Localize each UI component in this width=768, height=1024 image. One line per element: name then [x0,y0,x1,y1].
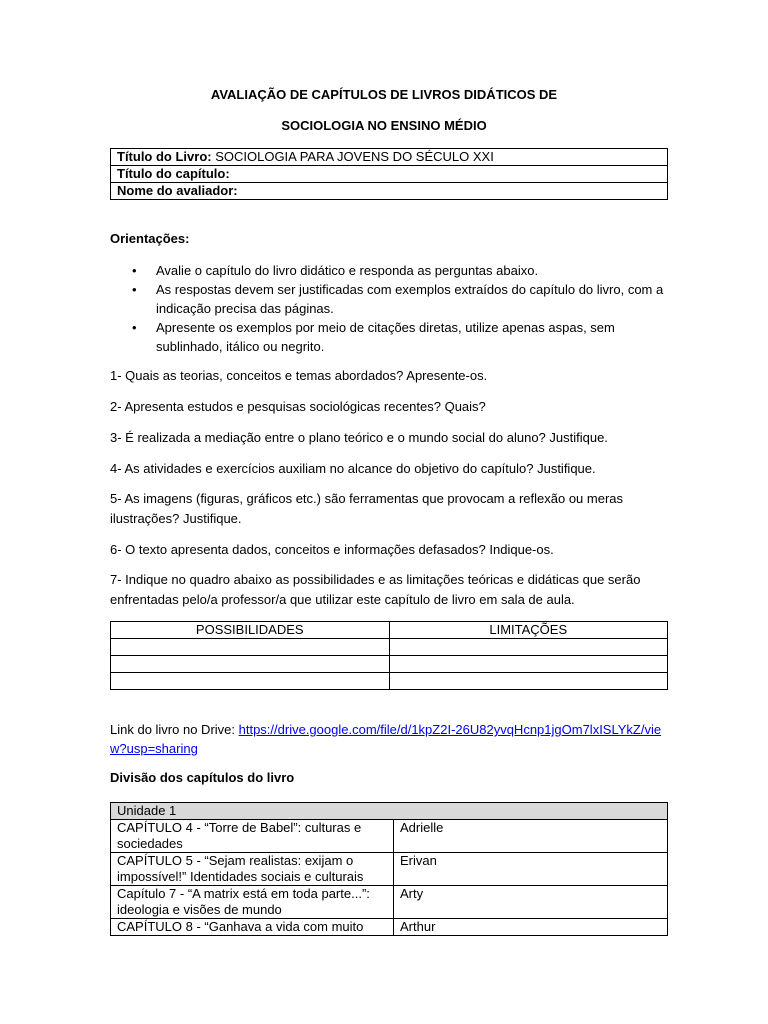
person-cell: Erivan [394,853,668,886]
unit-label: Unidade 1 [111,803,668,820]
chapter-division-table [110,802,668,936]
possibilities-cell[interactable] [111,639,390,656]
question-1: 1- Quais as teorias, conceitos e temas abordados? Apresente-os. [110,368,488,383]
book-info-table [110,148,668,200]
bullet-icon: • [132,263,137,278]
bullet-icon: • [132,320,137,335]
limitations-header: LIMITAÇÕES [389,622,668,639]
drive-link-prefix: Link do livro no Drive: [110,722,239,737]
chapter-cell: CAPÍTULO 5 - “Sejam realistas: exijam o impossível!” Identidades sociais e culturais [111,853,394,886]
table-header-row [111,622,668,639]
table-row [111,886,668,919]
division-heading: Divisão dos capítulos do livro [110,770,295,785]
table-row [111,656,668,673]
possibilities-header: POSSIBILIDADES [111,622,390,639]
possibilities-cell[interactable] [111,656,390,673]
possibilities-limitations-table [110,621,668,690]
table-row [111,183,668,200]
person-cell: Arty [394,886,668,919]
question-3: 3- É realizada a mediação entre o plano teórico e o mundo social do aluno? Justifique. [110,430,608,445]
table-row [111,639,668,656]
chapter-cell: CAPÍTULO 4 - “Torre de Babel”: culturas e sociedades [111,820,394,853]
question-2: 2- Apresenta estudos e pesquisas sociológicas recentes? Quais? [110,399,486,414]
question-7: 7- Indique no quadro abaixo as possibilidades e as limitações teóricas e didáticas que serão enfrentadas pelo/a professor/a que utilizar este capítulo de livro em sala de aula. [110,572,641,607]
person-cell: Arthur [394,919,668,936]
table-row [111,820,668,853]
drive-link-line [110,720,670,758]
orientations-heading: Orientações: [110,231,190,246]
unit-header-row [111,803,668,820]
orientations-list [110,261,670,356]
list-item: • Apresente os exemplos por meio de citações diretas, utilize apenas aspas, sem sublinhado, itálico ou negrito. [132,320,615,354]
evaluator-name-label: Nome do avaliador: [111,183,668,200]
list-item: • As respostas devem ser justificadas com exemplos extraídos do capítulo do livro, com a indicação precisa das páginas. [132,282,664,316]
book-title-value: SOCIOLOGIA PARA JOVENS DO SÉCULO XXI [211,149,494,164]
bullet-icon: • [132,282,137,297]
chapter-title-label: Título do capítulo: [111,166,668,183]
table-row [111,166,668,183]
document-title-line-2: SOCIOLOGIA NO ENSINO MÉDIO [281,118,487,133]
table-row [111,673,668,690]
question-6: 6- O texto apresenta dados, conceitos e informações defasados? Indique-os. [110,542,554,557]
limitations-cell[interactable] [389,673,668,690]
question-5: 5- As imagens (figuras, gráficos etc.) são ferramentas que provocam a reflexão ou meras ilustrações? Justifique. [110,491,624,526]
question-4: 4- As atividades e exercícios auxiliam no alcance do objetivo do capítulo? Justifique. [110,461,596,476]
chapter-cell: Capítulo 7 - “A matrix está em toda parte...”: ideologia e visões de mundo [111,886,394,919]
chapter-cell: CAPÍTULO 8 - “Ganhava a vida com muito [111,919,394,936]
person-cell: Adrielle [394,820,668,853]
limitations-cell[interactable] [389,639,668,656]
limitations-cell[interactable] [389,656,668,673]
book-title-cell [111,149,668,166]
table-row [111,919,668,936]
drive-link[interactable]: https://drive.google.com/file/d/1kpZ2I-26U82yvqHcnp1jgOm7lxISLYkZ/view?usp=sharing [110,722,662,756]
list-item: • Avalie o capítulo do livro didático e responda as perguntas abaixo. [132,263,539,278]
possibilities-cell[interactable] [111,673,390,690]
table-row [111,853,668,886]
book-title-label: Título do Livro: [117,149,212,164]
table-row [111,149,668,166]
document-title-line-1: AVALIAÇÃO DE CAPÍTULOS DE LIVROS DIDÁTICOS DE [210,87,558,102]
